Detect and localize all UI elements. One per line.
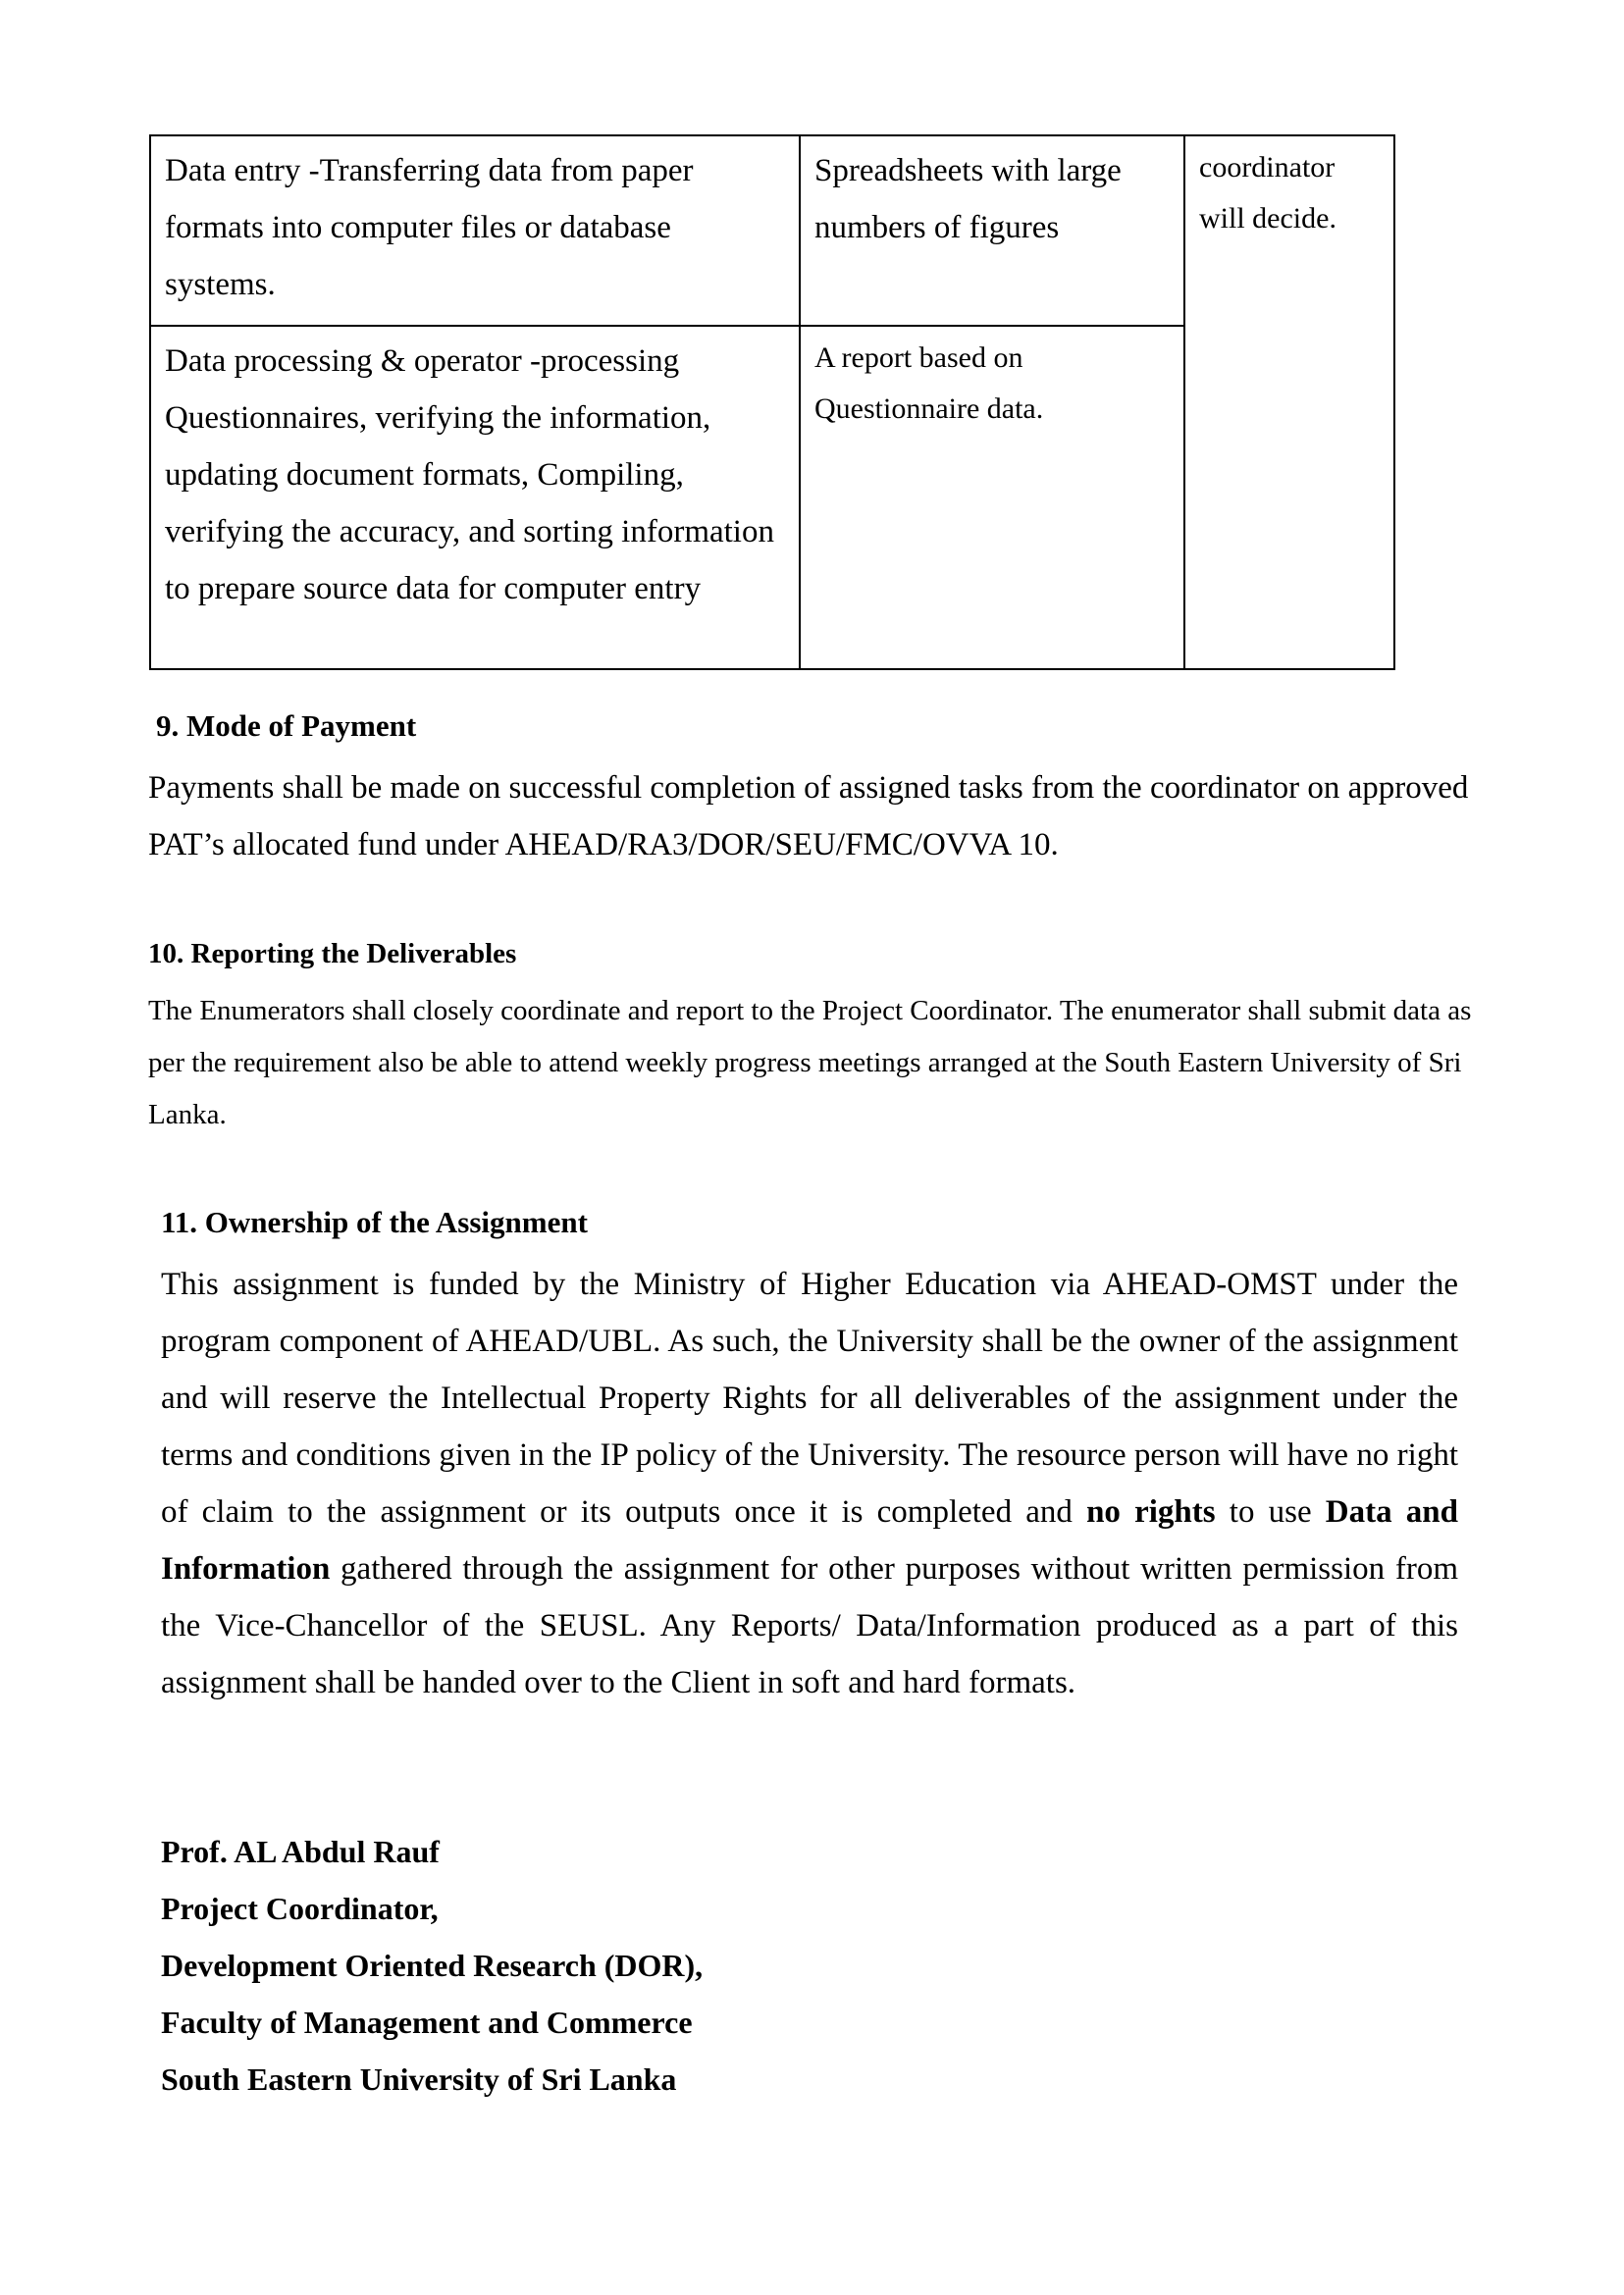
ownership-text: This assignment is funded by the Ministry of Higher Education via AHEAD-OMST under the program component of AHEAD/UBL. As such, the University shall be the owner of the assignment and will reserve the Intellectual Property Rights for all deliverables of the assignment under the terms and conditions given in the IP policy of the University. The resource person will have no right of claim to the assignment or its outputs once it is completed and [161, 1267, 1458, 1530]
section-heading-reporting-deliverables: 10. Reporting the Deliverables [148, 938, 517, 969]
table-row [150, 135, 1394, 326]
section-heading-ownership: 11. Ownership of the Assignment [161, 1205, 588, 1239]
signatory-faculty: Faculty of Management and Commerce [161, 2005, 693, 2040]
ownership-bold-text: no rights [1086, 1494, 1216, 1530]
ownership-text: gathered through the assignment for other purposes without written permission from the Vice-Chancellor of the SEUSL. Any Reports/ Data/Information produced as a part of this assignment shall be handed over to the Client in soft and hard formats. [161, 1551, 1458, 1700]
section-body-reporting-deliverables: The Enumerators shall closely coordinate and report to the Project Coordinator. The enumerator shall submit data as per the requirement also be able to attend weekly progress meetings arranged at the South Eastern University of Sri Lanka. [148, 995, 1472, 1130]
task-cell: Data processing & operator -processing Questionnaires, verifying the information, updating document formats, Compiling, verifying the accuracy, and sorting information to prepare source data for computer entry [150, 326, 800, 669]
section-body-ownership [161, 1256, 1458, 1711]
signatory-unit: Development Oriented Research (DOR), [161, 1948, 704, 1983]
task-cell: Data entry -Transferring data from paper formats into computer files or database systems. [150, 135, 800, 326]
signatory-title: Project Coordinator, [161, 1891, 439, 1926]
ownership-text: to use [1215, 1494, 1326, 1530]
signatory-name: Prof. AL Abdul Rauf [161, 1834, 440, 1869]
signatory-university: South Eastern University of Sri Lanka [161, 2061, 677, 2097]
ownership-bold-text: Data and Information [161, 1494, 1458, 1587]
duties-table [149, 134, 1395, 670]
section-body-mode-of-payment: Payments shall be made on successful completion of assigned tasks from the coordinator on approved PAT’s allocated fund under AHEAD/RA3/DOR/SEU/FMC/OVVA 10. [148, 770, 1469, 862]
section-heading-mode-of-payment: 9. Mode of Payment [156, 708, 417, 743]
output-cell: A report based on Questionnaire data. [800, 326, 1184, 669]
signature-block [161, 1823, 703, 2108]
coordinator-note-cell: coordinator will decide. [1184, 135, 1394, 669]
output-cell: Spreadsheets with large numbers of figures [800, 135, 1184, 326]
